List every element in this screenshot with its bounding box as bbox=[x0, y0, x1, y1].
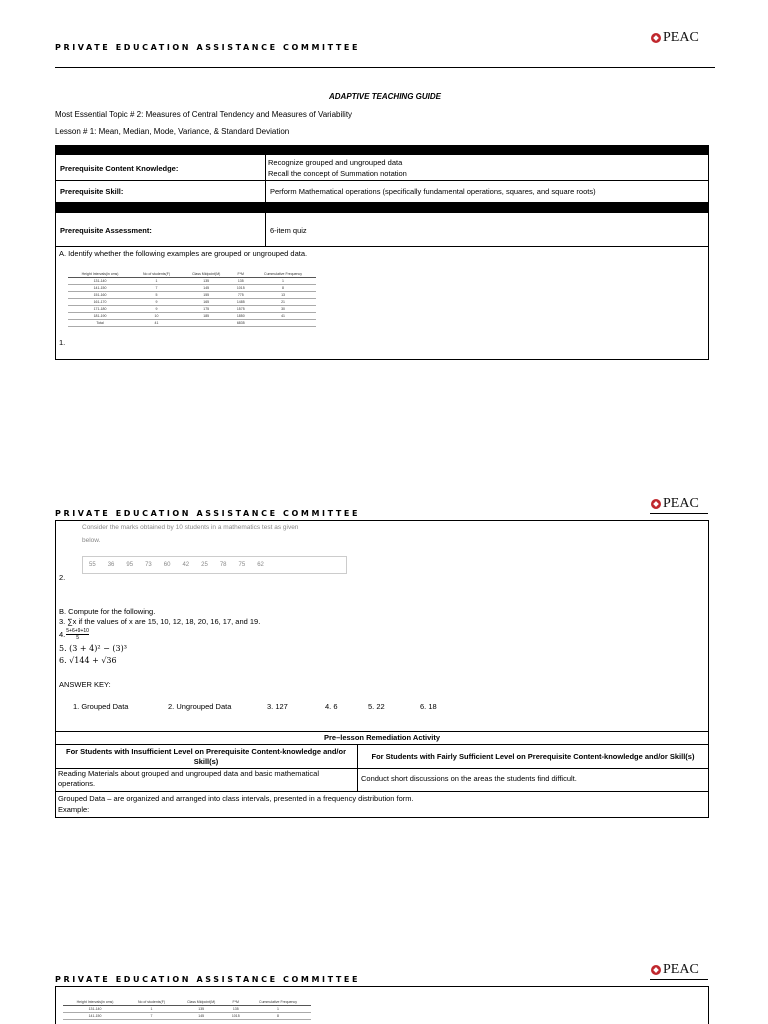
table-cell: 1015 bbox=[232, 285, 251, 292]
table-cell: 7 bbox=[132, 285, 181, 292]
table-cell: 141-150 bbox=[68, 285, 132, 292]
table-cell: 5 bbox=[132, 292, 181, 299]
table-cell: 131-140 bbox=[68, 278, 132, 285]
col-left-body: Reading Materials about grouped and ungrouped data and basic mathematical operations. bbox=[58, 769, 320, 788]
table-cell bbox=[181, 320, 232, 327]
col-right-body: Conduct short discussions on the areas the students find difficult. bbox=[361, 774, 577, 783]
page-header: PRIVATE EDUCATION ASSISTANCE COMMITTEE bbox=[55, 509, 361, 518]
table-cell bbox=[250, 320, 316, 327]
prereq-content-value-1: Recognize grouped and ungrouped data bbox=[268, 158, 403, 167]
table-cell: 8 bbox=[250, 285, 316, 292]
example-label: Example: bbox=[58, 805, 90, 814]
table-cell: 21 bbox=[250, 299, 316, 306]
logo-rule bbox=[650, 513, 708, 514]
table-cell: 171-180 bbox=[68, 306, 132, 313]
table-mid-bar bbox=[55, 202, 709, 213]
table-cell: 30 bbox=[250, 306, 316, 313]
table-row bbox=[68, 285, 316, 292]
table-cell: 161-170 bbox=[68, 299, 132, 306]
table-cell: 145 bbox=[181, 285, 232, 292]
freq-header: F*M bbox=[232, 271, 251, 278]
table-cell: 135 bbox=[181, 278, 232, 285]
frequency-table-1 bbox=[68, 271, 316, 327]
peac-logo bbox=[651, 496, 699, 512]
mark-value: 73 bbox=[145, 562, 152, 568]
prereq-assessment-label: Prerequisite Assessment: bbox=[60, 225, 152, 235]
table-cell: 131-140 bbox=[63, 1006, 127, 1013]
freq-header: Cummulative Frequency bbox=[245, 999, 311, 1006]
table-cell: 41 bbox=[132, 320, 181, 327]
peac-logo-icon bbox=[651, 33, 661, 43]
table-row bbox=[68, 320, 316, 327]
header-rule bbox=[55, 67, 715, 68]
table-cell: 13 bbox=[250, 292, 316, 299]
frequency-table-2 bbox=[63, 999, 311, 1020]
peac-logo-icon bbox=[651, 965, 661, 975]
table-cell: 1575 bbox=[232, 306, 251, 313]
logo-text: PEAC bbox=[663, 962, 699, 977]
table-cell: 155 bbox=[181, 292, 232, 299]
table-cell: 1 bbox=[127, 1006, 176, 1013]
freq-header: Class Midpoint(M) bbox=[176, 999, 227, 1006]
prereq-assessment-value: 6-item quiz bbox=[270, 225, 307, 235]
answer-3: 3. 127 bbox=[267, 702, 288, 711]
mark-value: 36 bbox=[107, 562, 115, 568]
mark-value: 62 bbox=[257, 562, 264, 568]
item-3: 3. ∑x if the values of x are 15, 10, 12, 18, 20, 16, 17, and 19. bbox=[59, 617, 261, 626]
marks-list bbox=[82, 556, 347, 574]
mark-value: 42 bbox=[182, 562, 190, 568]
mark-value: 25 bbox=[201, 562, 208, 568]
table-row bbox=[68, 299, 316, 306]
table-cell: 1015 bbox=[227, 1013, 246, 1020]
table-cell: 181-190 bbox=[68, 313, 132, 320]
prereq-skill-label: Prerequisite Skill: bbox=[60, 187, 124, 196]
table-row bbox=[68, 278, 316, 285]
guide-title: ADAPTIVE TEACHING GUIDE bbox=[328, 92, 441, 101]
table-cell: 135 bbox=[227, 1006, 246, 1013]
table-top-bar bbox=[55, 145, 709, 155]
item-2-label: 2. bbox=[59, 573, 66, 582]
marks-intro-2: below. bbox=[82, 537, 101, 544]
table-cell: 1 bbox=[132, 278, 181, 285]
table-cell: 165 bbox=[181, 299, 232, 306]
item-6: 6. √144 + √36 bbox=[59, 656, 117, 665]
freq-header: Cummulative Frequency bbox=[250, 271, 316, 278]
table-cell: 41 bbox=[250, 313, 316, 320]
peac-logo bbox=[651, 962, 699, 978]
table-cell: 1 bbox=[245, 1006, 311, 1013]
prereq-content-label: Prerequisite Content Knowledge: bbox=[60, 163, 179, 173]
mark-value: 60 bbox=[163, 562, 171, 568]
table-cell: 1850 bbox=[232, 313, 251, 320]
table-cell: 185 bbox=[181, 313, 232, 320]
table-row bbox=[68, 292, 316, 299]
col-left-header: For Students with Insufficient Level on Prerequisite Content-knowledge and/or Skill(s) bbox=[65, 746, 347, 766]
table-cell: 9 bbox=[132, 306, 181, 313]
marks-intro: Consider the marks obtained by 10 students in a mathematics test as given bbox=[82, 524, 299, 531]
answer-1: 1. Grouped Data bbox=[73, 702, 129, 711]
prereq-skill-value: Perform Mathematical operations (specifically fundamental operations, squares, and square roots) bbox=[270, 187, 596, 196]
table-cell: 775 bbox=[232, 292, 251, 299]
col-right-header: For Students with Fairly Sufficient Level on Prerequisite Content-knowledge and/or Skill(s) bbox=[371, 752, 695, 761]
item-4 bbox=[59, 628, 89, 641]
peac-logo-icon bbox=[651, 499, 661, 509]
table-cell: 9 bbox=[132, 299, 181, 306]
table-cell: 10 bbox=[132, 313, 181, 320]
freq-header: Height Intervals(in cms) bbox=[68, 271, 132, 278]
freq-header: F*M bbox=[227, 999, 246, 1006]
remediation-title: Pre–lesson Remediation Activity bbox=[323, 733, 440, 742]
answer-4: 4. 6 bbox=[325, 702, 338, 711]
row-divider bbox=[55, 246, 709, 247]
item-4-denominator: 5 bbox=[76, 635, 79, 641]
prereq-content-value bbox=[268, 157, 407, 179]
freq-header: No of students(F) bbox=[127, 999, 176, 1006]
table-cell: 145 bbox=[176, 1013, 227, 1020]
answer-2: 2. Ungrouped Data bbox=[168, 702, 232, 711]
topic-line: Most Essential Topic # 2: Measures of Central Tendency and Measures of Variability bbox=[55, 110, 353, 119]
table-row bbox=[63, 1013, 311, 1020]
mark-value: 95 bbox=[126, 562, 134, 568]
table-cell: 8 bbox=[245, 1013, 311, 1020]
item-4-prefix: 4. bbox=[59, 630, 66, 639]
table-cell: 6835 bbox=[232, 320, 251, 327]
table-cell: 151-160 bbox=[68, 292, 132, 299]
table-cell: Total bbox=[68, 320, 132, 327]
freq-header: Height Intervals(in cms) bbox=[63, 999, 127, 1006]
mark-value: 75 bbox=[238, 562, 246, 568]
table-row bbox=[68, 313, 316, 320]
answer-key-label: ANSWER KEY: bbox=[59, 680, 111, 689]
prereq-content-value-2: Recall the concept of Summation notation bbox=[268, 169, 407, 178]
freq-header: No of students(F) bbox=[132, 271, 181, 278]
page2-content-box bbox=[55, 520, 709, 732]
answer-5: 5. 22 bbox=[368, 702, 385, 711]
item-5: 5. (3 + 4)² − (3)³ bbox=[59, 644, 127, 653]
table-cell: 175 bbox=[181, 306, 232, 313]
peac-logo bbox=[651, 30, 699, 46]
mark-value: 78 bbox=[219, 562, 227, 568]
logo-rule bbox=[650, 979, 708, 980]
item-4-fraction bbox=[66, 628, 89, 641]
row-divider bbox=[55, 791, 709, 792]
table-cell: 1 bbox=[250, 278, 316, 285]
table-row bbox=[68, 306, 316, 313]
logo-text: PEAC bbox=[663, 30, 699, 45]
grouped-definition: Grouped Data – are organized and arranged into class intervals, presented in a frequency distribution form. bbox=[58, 794, 414, 803]
item-4-numerator: 5+6+9+10 bbox=[66, 628, 89, 634]
table-cell: 135 bbox=[232, 278, 251, 285]
table-cell: 141-150 bbox=[63, 1013, 127, 1020]
lesson-line: Lesson # 1: Mean, Median, Mode, Variance, & Standard Deviation bbox=[55, 127, 290, 136]
table-row bbox=[63, 1006, 311, 1013]
table-cell: 7 bbox=[127, 1013, 176, 1020]
freq-header: Class Midpoint(M) bbox=[181, 271, 232, 278]
answer-6: 6. 18 bbox=[420, 702, 437, 711]
mark-value: 55 bbox=[89, 562, 96, 568]
table-cell: 135 bbox=[176, 1006, 227, 1013]
page-header: PRIVATE EDUCATION ASSISTANCE COMMITTEE bbox=[55, 43, 361, 52]
instruction-b: B. Compute for the following. bbox=[59, 607, 156, 616]
logo-text: PEAC bbox=[663, 496, 699, 511]
page-header: PRIVATE EDUCATION ASSISTANCE COMMITTEE bbox=[55, 975, 361, 984]
table-cell: 1485 bbox=[232, 299, 251, 306]
item-1-label: 1. bbox=[59, 338, 66, 347]
instruction-a: A. Identify whether the following examples are grouped or ungrouped data. bbox=[59, 249, 308, 258]
